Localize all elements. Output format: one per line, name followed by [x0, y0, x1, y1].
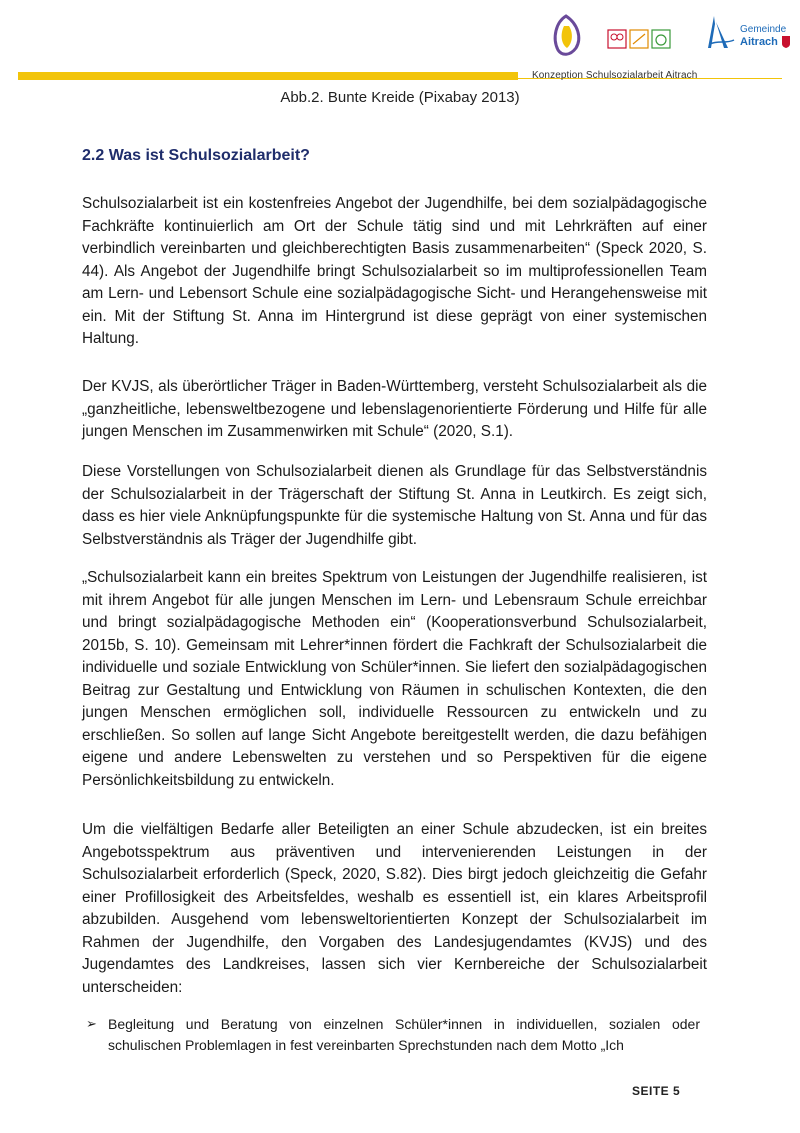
svg-text:Gemeinde: Gemeinde: [740, 24, 787, 35]
paragraph-5: Um die vielfältigen Bedarfe aller Beteiligten an einer Schule abzudecken, ist ein breites Angebotsspektrum aus präventiven und intervenierenden Leistungen in der Schulsozialarbeit erforderlich (Speck, 2020, S.82). Dies birgt jedoch gleichzeitig die Gefahr einer Profillosigkeit des Arbeitsfeldes, weshalb es essentiell ist, ein klares Arbeitsprofil abzubilden. Ausgehend vom lebensweltorientierten Konzept der Schulsozialarbeit im Rahmen der Jugendhilfe, den Vorgaben des Landesjugendamtes (KVJS) und des Jugendamtes des Landkreises, lassen sich vier Kernbereiche der Schulsozialarbeit unterscheiden:: [82, 821, 707, 996]
section-heading: 2.2 Was ist Schulsozialarbeit?: [82, 147, 310, 164]
header-yellow-bar: [18, 72, 518, 80]
paragraph-2: Der KVJS, als überörtlicher Träger in Baden-Württemberg, versteht Schulsozialarbeit als die „ganzheitliche, lebensweltbezogene und lebenslagenorientierte Förderung und Hilfe für alle jungen Menschen im Zusammenwirken mit Schule“ (2020, S.1).: [82, 378, 707, 440]
paragraph-4: „Schulsozialarbeit kann ein breites Spektrum von Leistungen der Jugendhilfe realisieren, ist mit ihrem Angebot für alle jungen Menschen im Lern- und Lebensraum Schule erreichbar und bringt sozialpädagogische Methoden ein“ (Kooperationsverbund Schulsozialarbeit, 2015b, S. 10). Gemeinsam mit Lehrer*innen fördert die Fachkraft der Schulsozialarbeit die individuelle und soziale Entwicklung von Schüler*innen. Sie liefert den sozialpädagogischen Beitrag zur Gestaltung und Entwicklung von Räumen in schulischen Kontexten, die den jungen Menschen ermöglichen soll, individuelle Ressourcen zu entwickeln und zu erschließen. So sollen auf lange Sicht Angebote bereitgestellt werden, die dazu befähigen eigene und andere Lebenswelten zu verstehen und so Perspektiven für die eigene Persönlichkeitsbildung zu entwickeln.: [82, 569, 707, 789]
arrow-bullet-icon: ➢: [86, 1016, 97, 1031]
gemeinde-logo-icon: [708, 16, 790, 48]
bullet-item: [86, 1014, 700, 1055]
bullet-text: Begleitung und Beratung von einzelnen Schüler*innen in individuellen, sozialen oder schulischen Problemlagen in fest vereinbarten Sprechstunden nach dem Motto „Ich: [108, 1016, 700, 1053]
page-number: SEITE 5: [632, 1084, 681, 1098]
header-logos: [548, 12, 798, 62]
svg-text:Aitrach: Aitrach: [740, 36, 778, 48]
paragraph-3: Diese Vorstellungen von Schulsozialarbeit dienen als Grundlage für das Selbstverständnis der Schulsozialarbeit in der Trägerschaft der Stiftung St. Anna in Leutkirch. Es zeigt sich, dass es hier viele Anknüpfungspunkte für die systemische Haltung von St. Anna und für das Selbstverständnis als Träger der Jugendhilfe gibt.: [82, 463, 707, 548]
paragraph-1: Schulsozialarbeit ist ein kostenfreies Angebot der Jugendhilfe, bei dem sozialpädagogische Fachkräfte kontinuierlich am Ort der Schule tätig sind und mit Lehrkräften auf einer verbindlich vereinbarten und gleichberechtigten Basis zusammenarbeiten“ (Speck 2020, S. 44). Als Angebot der Jugendhilfe bringt Schulsozialarbeit so im multiprofessionellen Team am Lern- und Lebensort Schule eine sozialpädagogische Sicht- und Herangehensweise mit ein. Mit der Stiftung St. Anna im Hintergrund ist diese geprägt von einer systemischen Haltung.: [82, 195, 707, 347]
logo-group: [548, 12, 798, 62]
header-title: Konzeption Schulsozialarbeit Aitrach: [532, 70, 698, 81]
school-logo-icon: [608, 30, 670, 48]
stiftung-logo-icon: [555, 16, 579, 54]
figure-caption: Abb.2. Bunte Kreide (Pixabay 2013): [280, 89, 520, 106]
